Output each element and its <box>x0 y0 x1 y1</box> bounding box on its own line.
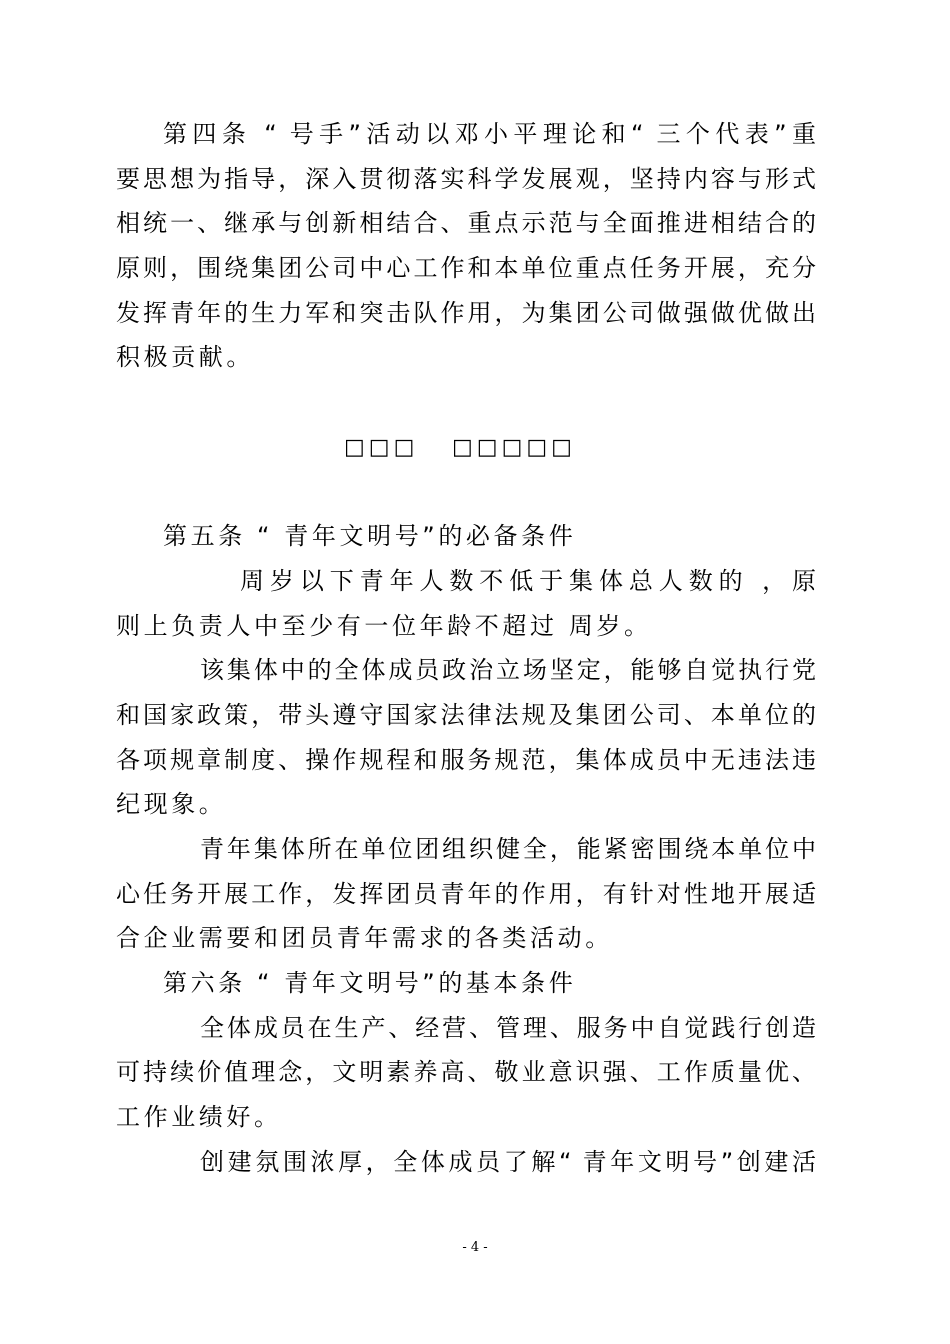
paragraph-line: 要思想为指导，深入贯彻落实科学发展观，坚持内容与形式 <box>116 165 816 193</box>
paragraph-line: 心任务开展工作，发挥团员青年的作用，有针对性地开展适 <box>116 880 816 908</box>
paragraph-line: 第四条 “ 号手”活动以邓小平理论和“ 三个代表”重 <box>163 120 816 148</box>
paragraph-line: 发挥青年的生力军和突击队作用，为集团公司做强做优做出 <box>116 299 816 327</box>
paragraph-line: 创建氛围浓厚，全体成员了解“ 青年文明号”创建活 <box>200 1148 816 1176</box>
paragraph-line: 合企业需要和团员青年需求的各类活动。 <box>116 924 613 952</box>
paragraph-line: 全体成员在生产、经营、管理、服务中自觉践行创造 <box>200 1014 816 1042</box>
paragraph-line: 该集体中的全体成员政治立场坚定，能够自觉执行党 <box>200 656 816 684</box>
paragraph-line: 相统一、继承与创新相结合、重点示范与全面推进相结合的 <box>116 209 816 237</box>
paragraph-line: 原则，围绕集团公司中心工作和本单位重点任务开展，充分 <box>116 254 816 282</box>
article-title: 第五条 “ 青年文明号”的必备条件 <box>163 522 577 550</box>
paragraph-line: 则上负责人中至少有一位年龄不超过 周岁。 <box>116 612 652 640</box>
paragraph-line: 工作业绩好。 <box>116 1103 282 1131</box>
paragraph-line: 青年集体所在单位团组织健全，能紧密围绕本单位中 <box>200 835 816 863</box>
paragraph-line: 纪现象。 <box>116 790 227 818</box>
chapter-title: □□□□□ <box>452 435 576 460</box>
article-title: 第六条 “ 青年文明号”的基本条件 <box>163 969 577 997</box>
paragraph-line: 周岁以下青年人数不低于集体总人数的 ，原 <box>240 567 816 595</box>
paragraph-line: 各项规章制度、操作规程和服务规范，集体成员中无违法违 <box>116 746 816 774</box>
paragraph-line: 和国家政策，带头遵守国家法律法规及集团公司、本单位的 <box>116 701 816 729</box>
paragraph-line: 可持续价值理念，文明素养高、敬业意识强、工作质量优、 <box>116 1058 816 1086</box>
paragraph-line: 积极贡献。 <box>116 343 254 371</box>
page-number: - 4 - <box>462 1240 488 1255</box>
chapter-number: □□□ <box>344 435 419 460</box>
